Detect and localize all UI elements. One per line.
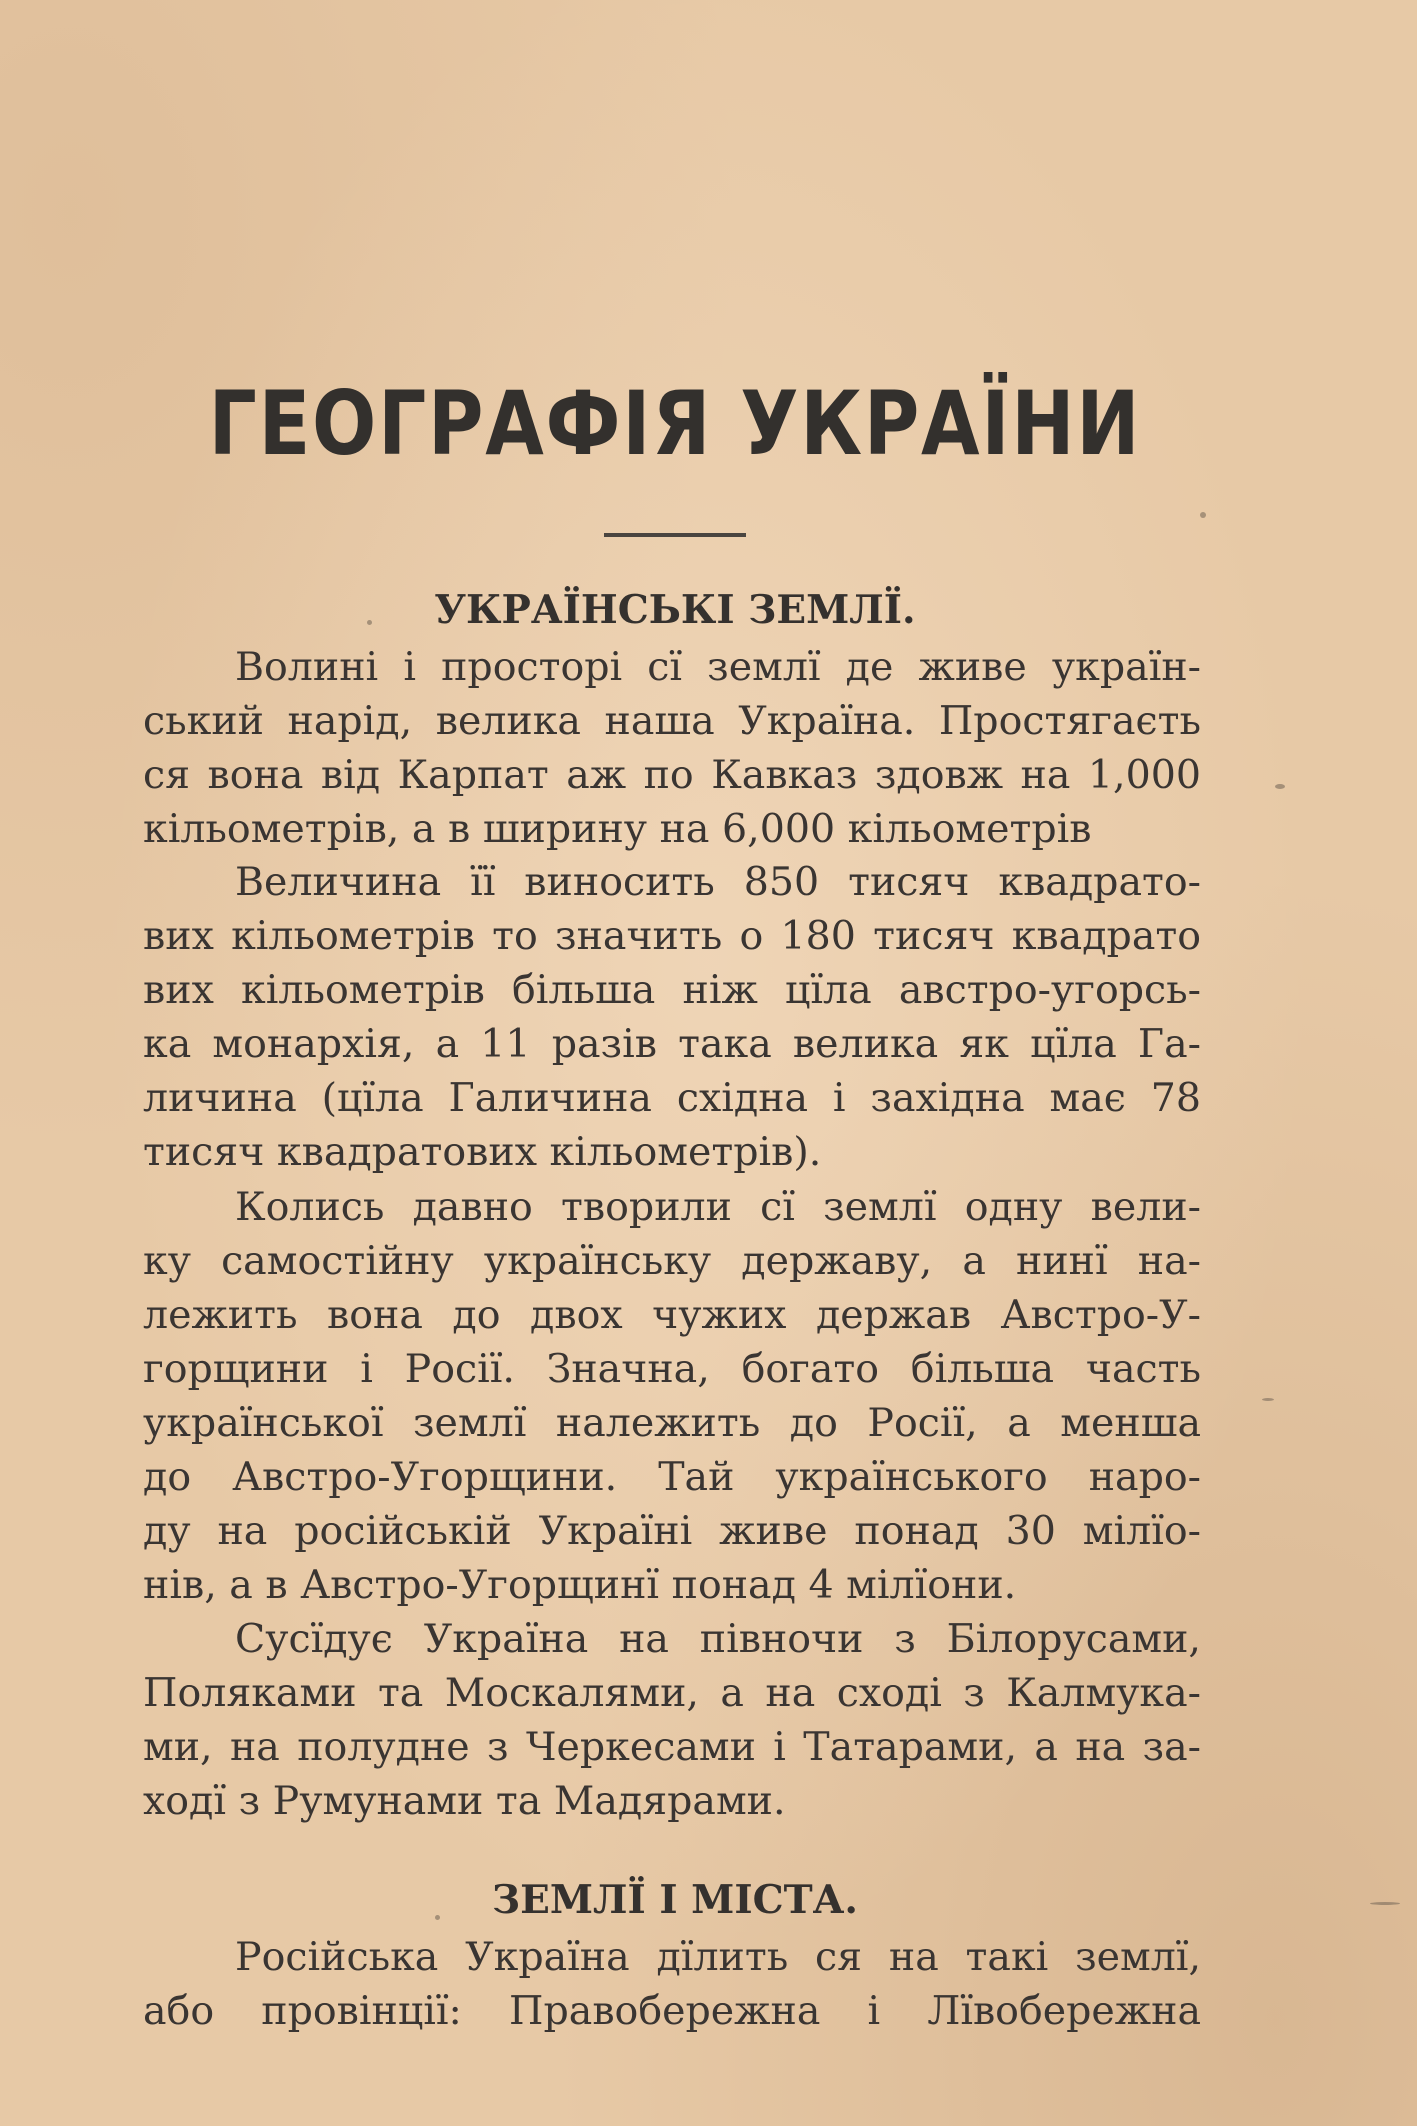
paragraph-4 <box>143 1612 1201 1828</box>
text-line: горщини і Росії. Значна, богато більша часть <box>143 1346 1201 1392</box>
paragraph-1 <box>143 640 1201 856</box>
text-line: ходї з Румунами та Мадярами. <box>143 1778 786 1824</box>
text-line: української землї належить до Росії, а менша <box>143 1400 1201 1446</box>
text-line: Величина її виносить 850 тисяч квадрато- <box>235 859 1201 905</box>
text-line: вих кільометрів більша ніж цїла австро-угорсь- <box>143 967 1201 1013</box>
text-line: ський нарід, велика наша Україна. Простягаєть <box>143 698 1201 744</box>
text-line: вих кільометрів то значить о 180 тисяч квадрато <box>143 913 1201 959</box>
paper-speck <box>1262 1398 1274 1401</box>
text-line: ся вона від Карпат аж по Кавказ здовж на 1,000 <box>143 752 1201 798</box>
text-line: Сусїдує Україна на півночи з Білорусами, <box>235 1616 1201 1662</box>
text-line: кільометрів, а в ширину на 6,000 кільометрів <box>143 806 1092 852</box>
paragraph-5 <box>143 1930 1201 2038</box>
text-line: лежить вона до двох чужих держав Австро-У- <box>143 1292 1201 1338</box>
text-line: ду на російській Україні живе понад 30 мілїо- <box>143 1508 1201 1554</box>
text-line: Волині і просторі сї землї де живе україн- <box>235 644 1201 690</box>
page-title: ГЕОГРАФІЯ УКРАЇНИ <box>208 372 1142 475</box>
paper-speck <box>1370 1902 1400 1905</box>
title-divider <box>604 533 746 537</box>
text-line: або провінції: Правобережна і Лївобережна <box>143 1988 1201 2034</box>
paper-speck <box>1275 784 1285 789</box>
text-line: ми, на полудне з Черкесами і Татарами, а на за- <box>143 1724 1201 1770</box>
text-line: Поляками та Москалями, а на сході з Калмука- <box>143 1670 1201 1716</box>
paragraph-2 <box>143 855 1201 1179</box>
text-line: нів, а в Австро-Угорщинї понад 4 мілїони. <box>143 1562 1017 1608</box>
section-heading-ukrainian-lands: УКРАЇНСЬКІ ЗЕМЛЇ. <box>434 587 916 633</box>
paper-speck <box>1200 512 1206 518</box>
text-line: ку самостійну українську державу, а нинї на- <box>143 1238 1201 1284</box>
paper-speck <box>435 1915 440 1920</box>
text-line: до Австро-Угорщини. Тай українського наро- <box>143 1454 1201 1500</box>
text-line: Колись давно творили сї землї одну вели- <box>235 1184 1201 1230</box>
paragraph-3 <box>143 1180 1201 1612</box>
text-line: личина (цїла Галичина східна і західна має 78 <box>143 1075 1201 1121</box>
paper-speck <box>367 620 372 625</box>
text-line: ка монархія, а 11 разів така велика як цїла Га- <box>143 1021 1201 1067</box>
section-heading-lands-and-cities: ЗЕМЛЇ І МІСТА. <box>492 1877 858 1923</box>
text-line: тисяч квадратових кільометрів). <box>143 1129 822 1175</box>
text-line: Російська Україна дїлить ся на такі землї, <box>235 1934 1201 1980</box>
